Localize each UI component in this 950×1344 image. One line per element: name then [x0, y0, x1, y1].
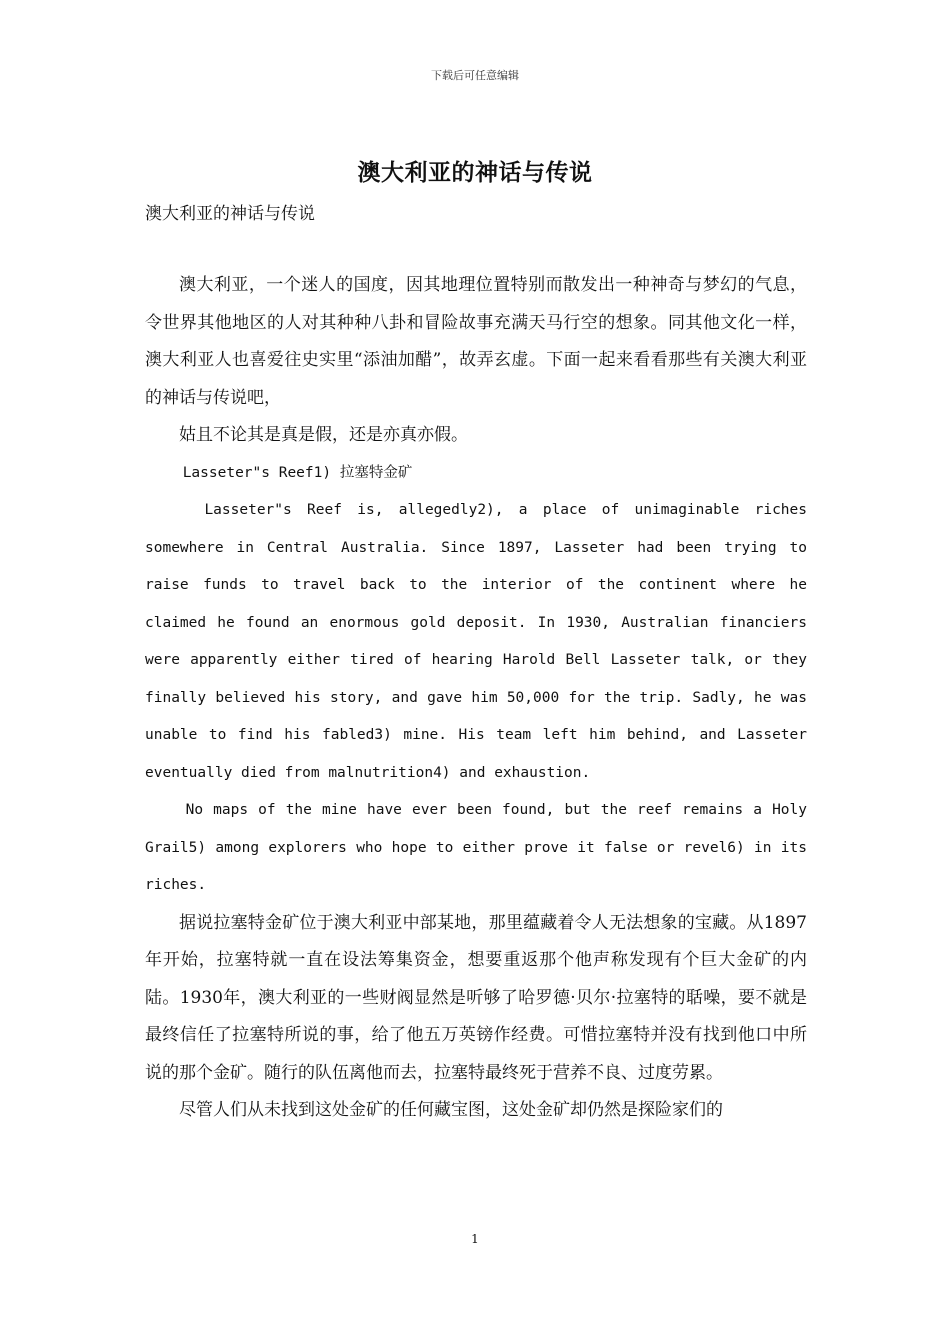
document-title: 澳大利亚的神话与传说	[357, 160, 593, 186]
page-header: 下载后可任意编辑	[431, 69, 519, 82]
chinese-paragraph-2: 尽管人们从未找到这处金矿的任何藏宝图，这处金矿却仍然是探险家们的	[179, 1100, 723, 1120]
english-paragraph-1: Lasseter"s Reef is, allegedly2), a place of unimaginable riches somewhere in Central Australia. Since 1897, Lasseter had been trying to raise funds to travel back to the interior of the continent where he claimed he found an enormous gold deposit. In 1930, Australian financiers were apparently either tired of hearing Harold Bell Lasseter talk, or they finally believed his story, and gave him 50,000 for the trip. Sadly, he was unable to find his fabled3) mine. His team left him behind, and Lasseter eventually died from malnutrition4) and exhaustion.	[145, 502, 807, 781]
document-subtitle: 澳大利亚的神话与传说	[145, 204, 315, 224]
chinese-paragraph-1: 据说拉塞特金矿位于澳大利亚中部某地，那里蕴藏着令人无法想象的宝藏。从1897年开始，拉塞特就一直在设法筹集资金，想要重返那个他声称发现有个巨大金矿的内陆。1930年，澳大利亚的一些财阀显然是听够了哈罗德·贝尔·拉塞特的聒噪，要不就是最终信任了拉塞特所说的事，给了他五万英镑作经费。可惜拉塞特并没有找到他口中所说的那个金矿。随行的队伍离他而去，拉塞特最终死于营养不良、过度劳累。	[145, 912, 807, 1083]
intro-paragraph: 澳大利亚，一个迷人的国度，因其地理位置特别而散发出一种神奇与梦幻的气息，令世界其他地区的人对其种种八卦和冒险故事充满天马行空的想象。同其他文化一样，澳大利亚人也喜爱往史实里“添油加醋”，故弄玄虚。下面一起来看看那些有关澳大利亚的神话与传说吧，	[145, 275, 807, 408]
english-paragraph-2: No maps of the mine have ever been found, but the reef remains a Holy Grail5) among explorers who hope to either prove it false or revel6) in its riches.	[145, 802, 807, 893]
section-heading: Lasseter"s Reef1) 拉塞特金矿	[182, 464, 413, 481]
document-body	[145, 267, 807, 1130]
intro-paragraph-continued: 姑且不论其是真是假，还是亦真亦假。	[179, 425, 468, 445]
page-number: 1	[471, 1232, 479, 1246]
